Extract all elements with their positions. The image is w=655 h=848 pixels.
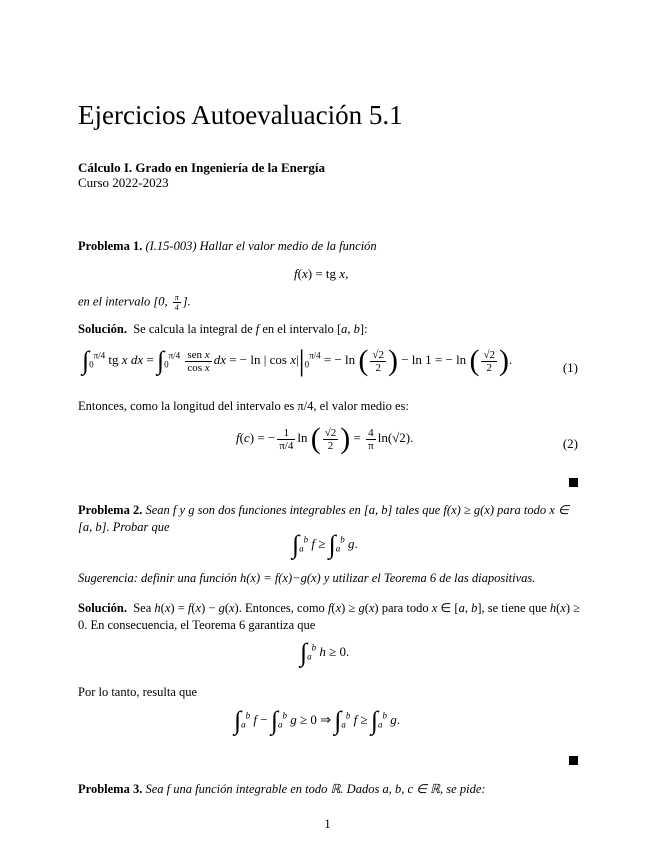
problem2-equation-final: $\int_a^b$ $f - \int_a^b$ g ≥ 0 ⇒ $\int_a^b$ $f \ge \int_a^b$ g. — [234, 706, 401, 735]
equation-number-2: (2) — [562, 436, 578, 451]
problem1-function: f(x) = tg x, — [294, 266, 349, 281]
problem2-therefore: Por lo tanto, resulta que — [78, 685, 198, 699]
problem1-text: (I.15-003) Hallar el valor medio de la función — [145, 239, 377, 253]
problem2-statement: Problema 2. Sean f y g son dos funciones integrables en [a, b] tales que f(x) ≥ g(x) para todo x ∈ [a, b]. Probar que — [78, 503, 569, 534]
problem2-label: Problema 2. — [78, 503, 143, 517]
problem2-inequality: $\int_a^b$ $f \ge \int_a^b$ g. — [292, 530, 358, 559]
problem3-label: Problema 3. — [78, 782, 143, 796]
problem2-equation-h: $\int_a^b$ h ≥ 0. — [300, 638, 350, 667]
problem2-solution-label: Solución. — [78, 601, 127, 615]
problem3-statement: Problema 3. Sea f una función integrable en todo ℝ. Dados a, b, c ∈ ℝ, se pide: — [78, 782, 486, 796]
page-number: 1 — [324, 816, 331, 831]
problem2-solution: Solución. Sea h(x) = f(x) − g(x). Entonces, como f(x) ≥ g(x) para todo x ∈ [a, b], se tiene que h(x) ≥ 0. En consecuencia, el Teorema 6 garantiza que — [78, 601, 581, 632]
course-name: Cálculo I. Grado en Ingeniería de la Energía — [78, 160, 325, 175]
problem1-interval: en el intervalo [0, $\frac{\pi}{4}$ ]. — [78, 293, 191, 312]
problem1-solution: Solución. Se calcula la integral de f en el intervalo [a, b]: — [78, 322, 368, 336]
equation-number-1: (1) — [562, 360, 578, 375]
problem2-hint: Sugerencia: definir una función h(x) = f(x)−g(x) y utilizar el Teorema 6 de las diapositivas. — [78, 571, 536, 585]
problem1-equation-1: $\int_0^{\pi/4}$ tg x dx = $\int_0^{\pi/4}$ $\frac{\text{sen x}}{\text{cos x}}$ dx = − ln | $\cos x||_0^{\pi/4}$ = − ln ( $\frac{√2}{2}$ ) − ln 1 = − ln ( $\frac{√2}{2}$ ). — [82, 344, 513, 377]
problem1-label: Problema 1. — [78, 239, 143, 253]
qed-square-2 — [569, 756, 578, 765]
problem1-statement — [78, 238, 580, 255]
page-title: Ejercicios Autoevaluación 5.1 — [78, 100, 403, 130]
problem1-solution-label: Solución. — [78, 322, 127, 336]
qed-square-1 — [569, 478, 578, 487]
problem1-equation-2: f(c) = − $\frac{1}{\pi/4}$ ln ( $\frac{√2}{2}$ ) = $\frac{4}{\pi}$ ln(√2). — [236, 422, 414, 455]
course-year: Curso 2022-2023 — [78, 175, 169, 190]
problem1-then-text: Entonces, como la longitud del intervalo es π/4, el valor medio es: — [78, 399, 409, 413]
